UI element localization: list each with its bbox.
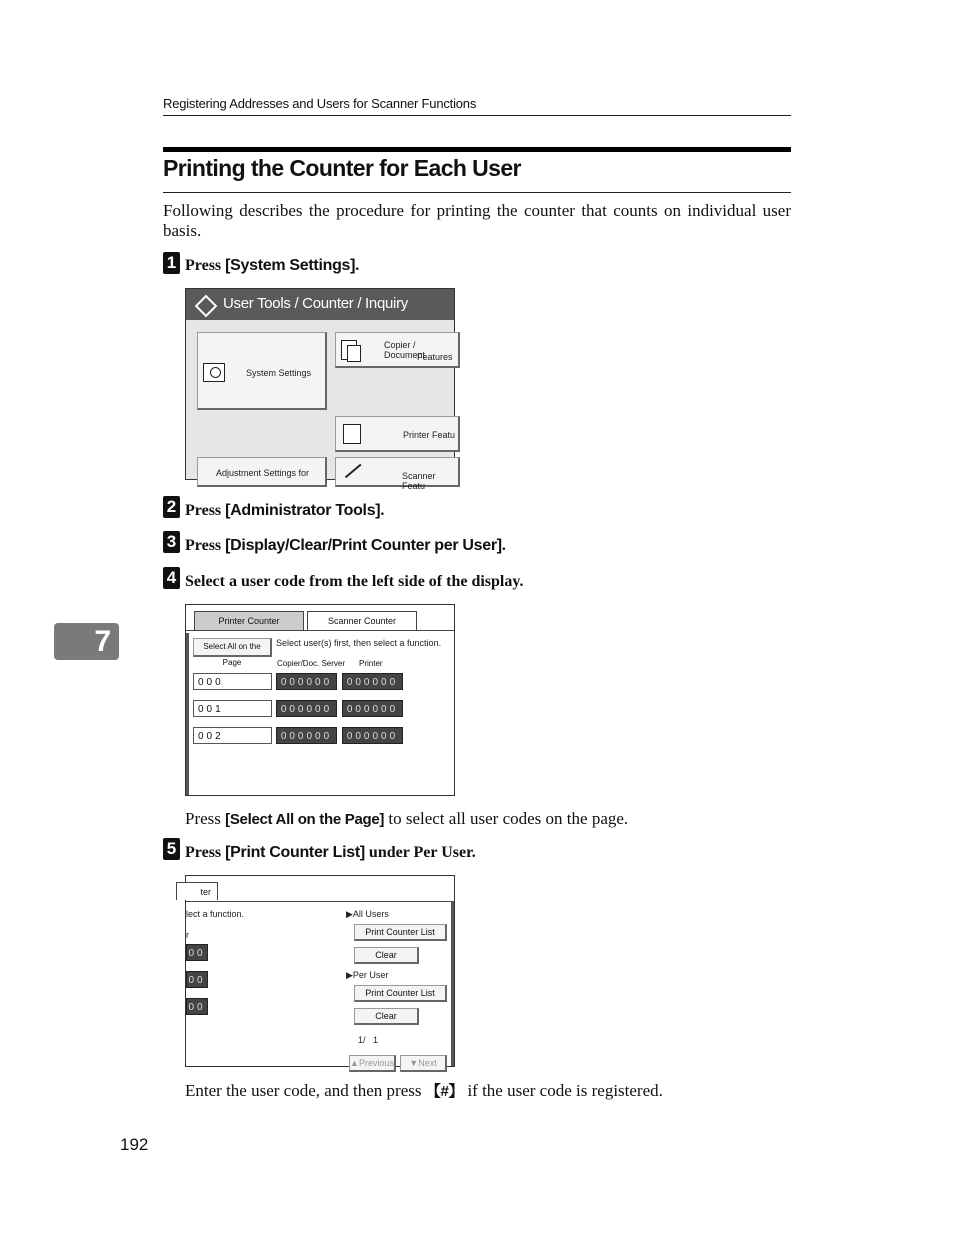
adjustment-settings-label: Adjustment Settings for xyxy=(216,468,310,478)
all-users-label: ▶All Users xyxy=(346,909,389,919)
left-edge-bar xyxy=(186,633,189,795)
step-4-text: Select a user code from the left side of the display. xyxy=(185,573,524,590)
column-fragment: r xyxy=(186,930,189,940)
copier-label-line1: Copier / Document xyxy=(384,340,426,360)
system-settings-label: System Settings xyxy=(246,368,312,378)
chapter-tab: 7 xyxy=(54,623,119,660)
next-button[interactable]: ▼Next xyxy=(400,1055,447,1072)
clear-all-users-button[interactable]: Clear xyxy=(354,947,419,964)
triangle-down-icon: ▼ xyxy=(409,1058,419,1068)
adjustment-settings-button[interactable] xyxy=(197,457,327,487)
clock-face-icon xyxy=(210,367,221,378)
step-number-1: 1 xyxy=(163,252,180,274)
screen1-header-title: User Tools / Counter / Inquiry xyxy=(223,295,408,312)
step-1-text: Press [System Settings]. xyxy=(185,257,360,274)
printer-features-label: Printer Featu xyxy=(403,430,456,440)
copier-counter-000: 000000 xyxy=(276,673,337,690)
copier-counter-001: 000000 xyxy=(276,700,337,717)
tab-printer-counter[interactable]: Printer Counter xyxy=(194,611,304,630)
select-all-on-page-button[interactable]: Select All on the Page xyxy=(193,638,272,657)
row-fragment-2: 00 xyxy=(186,971,208,988)
screen1-header xyxy=(186,289,454,320)
copier-counter-002: 000000 xyxy=(276,727,337,744)
instruction-fragment: lect a function. xyxy=(186,909,245,919)
screenshot-user-tools xyxy=(185,288,456,491)
note-select-all-key: [Select All on the Page] xyxy=(225,811,385,828)
print-counter-list-per-user-button[interactable]: Print Counter List xyxy=(354,985,447,1002)
scanner-icon xyxy=(345,464,361,478)
tab-baseline-3 xyxy=(186,901,454,902)
page-title: Printing the Counter for Each User xyxy=(163,155,521,181)
user-code-000[interactable]: 000 xyxy=(193,673,272,690)
printer-counter-002: 000000 xyxy=(342,727,403,744)
copier-document-features-button[interactable] xyxy=(335,332,460,368)
print-counter-list-all-users-button[interactable]: Print Counter List xyxy=(354,924,447,941)
copier-label-line2: Features xyxy=(417,352,453,362)
column-header-copier: Copier/Doc. Server xyxy=(277,659,346,668)
right-edge-bar xyxy=(451,901,454,1066)
running-head: Registering Addresses and Users for Scanner Functions xyxy=(163,96,477,111)
system-settings-button[interactable] xyxy=(197,332,327,410)
hash-key: 【#】 xyxy=(425,1083,464,1100)
tab-scanner-counter[interactable]: Scanner Counter xyxy=(307,611,417,630)
step-2-text: Press [Administrator Tools]. xyxy=(185,502,385,519)
page-number: 192 xyxy=(120,1135,149,1154)
step-number-3: 3 xyxy=(163,531,180,553)
printer-icon xyxy=(343,424,361,444)
intro-paragraph: Following describes the procedure for printing the counter that counts on individual user basis. xyxy=(163,201,791,240)
printer-counter-000: 000000 xyxy=(342,673,403,690)
triangle-right-icon: ▶ xyxy=(346,909,353,919)
tab-fragment[interactable]: ter xyxy=(176,882,218,900)
step-number-2: 2 xyxy=(163,496,180,518)
instruction-text: Select user(s) first, then select a function. xyxy=(276,638,442,648)
tab-baseline xyxy=(186,630,454,631)
step-3-text: Press [Display/Clear/Print Counter per User]. xyxy=(185,537,506,554)
step-1-key: [System Settings] xyxy=(225,257,356,274)
note-enter-user-code: Enter the user code, and then press 【#】 if the user code is registered. xyxy=(185,1081,663,1100)
row-fragment-1: 00 xyxy=(186,944,208,961)
triangle-up-icon: ▲ xyxy=(350,1058,359,1068)
row-fragment-3: 00 xyxy=(186,998,208,1015)
scanner-features-button[interactable] xyxy=(335,457,460,491)
page-indicator: 1/ 1 xyxy=(358,1035,379,1045)
step-5-text: Press [Print Counter List] under Per User. xyxy=(185,844,476,861)
title-rule xyxy=(163,192,791,193)
column-header-printer: Printer xyxy=(359,659,383,668)
note-select-all: Press [Select All on the Page] to select all user codes on the page. xyxy=(185,809,629,828)
printer-counter-001: 000000 xyxy=(342,700,403,717)
screenshot-counter-per-user xyxy=(185,604,455,796)
title-bar xyxy=(163,147,791,152)
triangle-right-icon: ▶ xyxy=(346,970,353,980)
printer-features-button[interactable] xyxy=(335,416,460,452)
step-5-key: [Print Counter List] xyxy=(225,844,365,861)
step-2-key: [Administrator Tools] xyxy=(225,502,381,519)
user-code-002[interactable]: 002 xyxy=(193,727,272,744)
per-user-label: ▶Per User xyxy=(346,970,389,980)
clear-per-user-button[interactable]: Clear xyxy=(354,1008,419,1025)
user-tools-icon xyxy=(195,295,218,318)
step-number-4: 4 xyxy=(163,567,180,589)
document-server-icon xyxy=(347,345,361,362)
step-3-key: [Display/Clear/Print Counter per User] xyxy=(225,537,502,554)
running-head-rule xyxy=(163,115,791,116)
scanner-features-label: Scanner Featu xyxy=(402,471,436,491)
previous-button[interactable]: ▲Previous xyxy=(349,1055,396,1072)
step-number-5: 5 xyxy=(163,838,180,860)
screenshot-print-counter-list xyxy=(185,875,455,1067)
user-code-001[interactable]: 001 xyxy=(193,700,272,717)
